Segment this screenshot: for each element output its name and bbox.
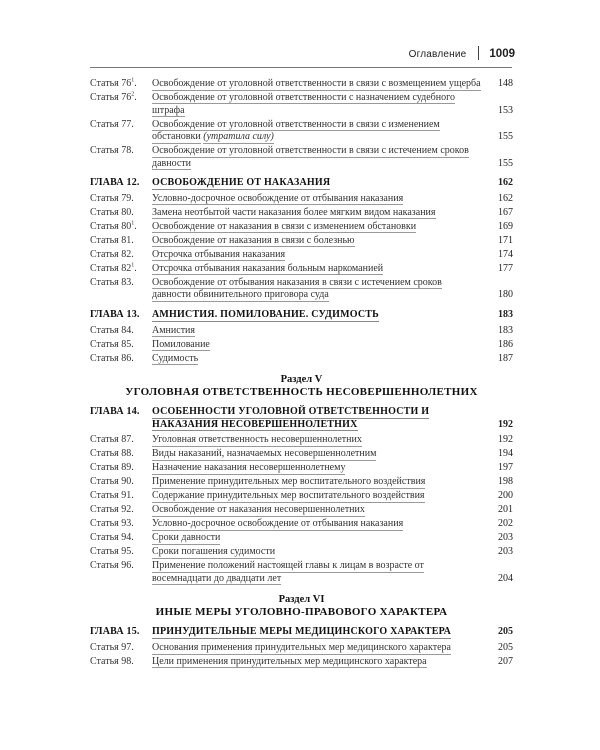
toc-entry-title: Применение положений настоящей главы к лицам в возрасте от восемнадцати до двадцати лет xyxy=(152,560,424,584)
toc-entry-superscript: 1 xyxy=(131,262,135,269)
toc-entry-title: ОСОБЕННОСТИ УГОЛОВНОЙ ОТВЕТСТВЕННОСТИ И НАКАЗАНИЯ НЕСОВЕРШЕННОЛЕТНИХ xyxy=(152,406,430,430)
toc-entry-title: Освобождение от отбывания наказания в связи с истечением сроков давности обвинительного приговора суда xyxy=(152,276,442,301)
toc-entry-label: Статья 94. xyxy=(90,532,134,544)
toc-entry-label: ГЛАВА 13. xyxy=(90,309,140,321)
toc-entry-page: 205 xyxy=(498,642,513,653)
toc-entry-label: Статья 91. xyxy=(90,490,134,502)
toc-chapter[interactable] xyxy=(90,177,513,190)
toc-entry-title: Условно-досрочное освобождение от отбывания наказания xyxy=(152,192,404,204)
part-v-title: УГОЛОВНАЯ ОТВЕТСТВЕННОСТЬ НЕСОВЕРШЕННОЛЕТНИХ xyxy=(125,386,478,399)
page-number: 1009 xyxy=(489,48,515,60)
toc-entry-page: 187 xyxy=(498,352,513,364)
toc-entry-page: 201 xyxy=(498,504,513,516)
toc-entry-page: 186 xyxy=(498,338,513,350)
toc-entry-title: Основания применения принудительных мер медицинского характера xyxy=(152,642,451,653)
toc-entry-page: 192 xyxy=(498,434,513,446)
toc-entry-page: 204 xyxy=(498,572,513,584)
toc-entry[interactable] xyxy=(90,119,513,144)
header-rule xyxy=(90,67,512,68)
toc-entry-label: Статья 83. xyxy=(90,276,134,288)
toc-entry-label: Статья $82^1$. xyxy=(90,262,137,274)
toc-entry-page: 155 xyxy=(498,157,513,169)
toc-entry-page: 162 xyxy=(498,192,513,204)
toc-entry-title: Применение принудительных мер воспитательного воздействия xyxy=(152,476,426,488)
toc-chapter[interactable] xyxy=(90,309,513,322)
toc-entry[interactable] xyxy=(90,235,513,248)
toc-entry-label: Статья 86. xyxy=(90,352,134,364)
toc-entry-label: Статья 90. xyxy=(90,476,134,488)
toc-entry-title: Освобождение от уголовной ответственности в связи с изменением обстановки xyxy=(152,118,440,143)
toc-entry[interactable] xyxy=(90,221,513,234)
toc-entry-label: ГЛАВА 12. xyxy=(90,177,140,189)
toc-entry[interactable] xyxy=(90,560,513,585)
toc-entry-label: Статья 93. xyxy=(90,518,134,530)
toc-entry-label: Статья 78. xyxy=(90,145,134,157)
part-v-label: Раздел V xyxy=(280,374,323,386)
toc-entry-title: Виды наказаний, назначаемых несовершеннолетним xyxy=(152,448,377,460)
toc-entry[interactable] xyxy=(90,193,513,206)
toc-entry[interactable] xyxy=(90,642,513,655)
toc-entry-title: Освобождение от уголовной ответственности в связи с истечением сроков давности xyxy=(152,145,469,169)
toc-entry-label: Статья $76^2$. xyxy=(90,91,137,103)
toc-entry-page: 200 xyxy=(498,490,513,502)
toc-entry-page: 174 xyxy=(498,248,513,260)
toc-entry[interactable] xyxy=(90,325,513,338)
toc-entry-title: Замена неотбытой части наказания более мягким видом наказания xyxy=(152,206,436,218)
toc-entry[interactable] xyxy=(90,490,513,503)
toc-entry-page: 192 xyxy=(498,418,513,430)
toc-chapter[interactable] xyxy=(90,406,513,431)
toc-entry-page: 180 xyxy=(498,289,513,301)
toc-entry[interactable] xyxy=(90,504,513,517)
toc-entry-title: Освобождение от уголовной ответственности в связи с возмещением ущерба xyxy=(152,78,481,89)
toc-entry-label: Статья 80. xyxy=(90,206,134,218)
toc-entry-label: ГЛАВА 15. xyxy=(90,626,140,638)
toc-entry-page: 153 xyxy=(498,104,513,116)
toc-entry-label: Статья 97. xyxy=(90,642,134,653)
toc-entry[interactable] xyxy=(90,78,513,91)
toc-entry-label: Статья 84. xyxy=(90,324,134,336)
toc-entry-page: 207 xyxy=(498,655,513,667)
toc-entry-label: Статья 87. xyxy=(90,434,134,446)
toc-entry[interactable] xyxy=(90,339,513,352)
toc-entry-page: 183 xyxy=(498,309,513,321)
toc-entry-page: 177 xyxy=(498,262,513,274)
toc-entry-title: Сроки погашения судимости xyxy=(152,546,276,558)
toc-entry-page: 194 xyxy=(498,448,513,460)
toc-entry-label: Статья 98. xyxy=(90,655,134,667)
toc-entry[interactable] xyxy=(90,476,513,489)
toc-entry-title: ПРИНУДИТЕЛЬНЫЕ МЕРЫ МЕДИЦИНСКОГО ХАРАКТЕРА xyxy=(152,626,452,638)
toc-entry-label: Статья 85. xyxy=(90,338,134,350)
toc-entry-title: Условно-досрочное освобождение от отбывания наказания xyxy=(152,518,404,530)
toc-entry-label: Статья 81. xyxy=(90,234,134,246)
toc-entry-page: 203 xyxy=(498,532,513,544)
toc-entry-title: Амнистия xyxy=(152,324,196,336)
toc-entry[interactable] xyxy=(90,353,513,366)
toc-entry[interactable] xyxy=(90,249,513,262)
toc-entry[interactable] xyxy=(90,145,513,170)
toc-entry[interactable] xyxy=(90,277,513,302)
toc-entry-superscript: 2 xyxy=(131,91,135,98)
toc-entry[interactable] xyxy=(90,92,513,117)
toc-entry-title: Освобождение от наказания в связи с болезнью xyxy=(152,234,355,246)
toc-entry-title: Освобождение от наказания в связи с изменением обстановки xyxy=(152,220,417,232)
toc-entry-page: 167 xyxy=(498,206,513,218)
toc-entry-title: Освобождение от наказания несовершеннолетних xyxy=(152,504,365,516)
toc-entry[interactable] xyxy=(90,518,513,531)
toc-entry-page: 162 xyxy=(498,177,513,189)
toc-entry-label: Статья 77. xyxy=(90,118,134,130)
toc-entry-title: Помилование xyxy=(152,338,210,350)
toc-entry-title: Отсрочка отбывания наказания больным наркоманией xyxy=(152,262,384,274)
part-vi-title: ИНЫЕ МЕРЫ УГОЛОВНО-ПРАВОВОГО ХАРАКТЕРА xyxy=(155,606,448,619)
toc-entry[interactable] xyxy=(90,448,513,461)
toc-entry[interactable] xyxy=(90,263,513,276)
toc-entry[interactable] xyxy=(90,207,513,220)
running-header xyxy=(0,46,515,60)
running-header-title: Оглавление xyxy=(408,49,467,60)
toc-entry-title: Отсрочка отбывания наказания xyxy=(152,248,286,260)
toc-entry-title: АМНИСТИЯ. ПОМИЛОВАНИЕ. СУДИМОСТЬ xyxy=(152,309,379,321)
toc-chapter[interactable] xyxy=(90,626,513,639)
toc-entry-page: 198 xyxy=(498,476,513,488)
toc-entry-label: Статья $80^1$. xyxy=(90,220,137,232)
toc-entry-page: 203 xyxy=(498,546,513,558)
toc-entry-label: Статья 82. xyxy=(90,248,134,260)
header-divider xyxy=(478,46,479,60)
toc-entry[interactable] xyxy=(90,546,513,559)
toc-entry-title: Сроки давности xyxy=(152,532,221,544)
toc-entry-page: 148 xyxy=(498,78,513,89)
toc-entry-page: 197 xyxy=(498,462,513,474)
toc-entry[interactable] xyxy=(90,532,513,545)
toc-entry-label: Статья 79. xyxy=(90,192,134,204)
toc-entry-label: Статья 89. xyxy=(90,462,134,474)
toc-entry-label: Статья 95. xyxy=(90,546,134,558)
toc-entry-title: Содержание принудительных мер воспитательного воздействия xyxy=(152,490,425,502)
part-vi-label: Раздел VI xyxy=(278,594,325,606)
toc-entry-page: 202 xyxy=(498,518,513,530)
toc-entry-title: Цели применения принудительных мер медицинского характера xyxy=(152,655,427,667)
toc-entry-label: Статья 88. xyxy=(90,448,134,460)
toc-entry-note: (утратила силу) xyxy=(203,131,274,143)
toc-entry-label: Статья 92. xyxy=(90,504,134,516)
toc-entry-title: Освобождение от уголовной ответственности с назначением судебного штрафа xyxy=(152,91,455,116)
toc-entry[interactable] xyxy=(90,462,513,475)
toc-entry-page: 171 xyxy=(498,234,513,246)
toc-entry[interactable] xyxy=(90,434,513,447)
toc-entry-title: Судимость xyxy=(152,352,199,364)
toc-entry-title: Назначение наказания несовершеннолетнему xyxy=(152,462,346,474)
toc-entry-superscript: 1 xyxy=(131,220,135,227)
toc-entry-page: 169 xyxy=(498,220,513,232)
toc-entry-superscript: 1 xyxy=(131,77,135,84)
toc-entry-page: 205 xyxy=(498,626,513,638)
toc-entry-label: Статья $76^1$. xyxy=(90,77,137,89)
toc-entry-page: 183 xyxy=(498,324,513,336)
toc-entry-page: 155 xyxy=(498,131,513,143)
toc-entry-label: ГЛАВА 14. xyxy=(90,406,140,418)
toc-entry-title: Уголовная ответственность несовершеннолетних xyxy=(152,434,362,446)
toc-entry-title: ОСВОБОЖДЕНИЕ ОТ НАКАЗАНИЯ xyxy=(152,177,331,189)
toc-entry-label: Статья 96. xyxy=(90,560,134,572)
table-of-contents xyxy=(90,72,513,670)
toc-entry[interactable] xyxy=(90,656,513,669)
